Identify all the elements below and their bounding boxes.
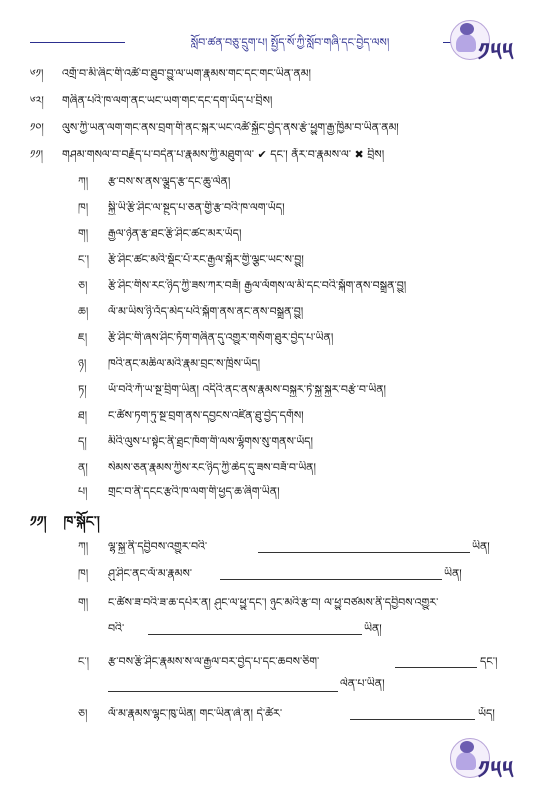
answer-blank[interactable] <box>148 634 362 635</box>
page-number-badge-bottom <box>450 738 535 784</box>
fill-text: ལོ་མ་རྣམས་ལྷང་ཁུ་ཡིན། གང་ཡིན་ཞེ་ན། དེ་ཚོར་ <box>108 707 283 720</box>
section-heading <box>30 505 100 545</box>
statement-text: རྩ་བས་ས་ནས་ལྕུད་རྩ་དང་ཆུ་ལེན། <box>108 175 231 188</box>
statement-text: སྐྱི་ཡི་རྩི་ཤིང་ལ་སྔུད་པ་ཅན་གྱི་རྩ་བའི་ཁ་ལག་ཡོད། <box>108 201 285 214</box>
page-header <box>0 0 535 66</box>
statement-text: རྩི་ཤིང་གི་ཞས་ཤིང་ཏོག་གཞིན་དུ་འགྱུར་གསོག་ཐུར་བྱེད་པ་ཡིན། <box>108 331 334 344</box>
figure-icon-head <box>460 741 474 753</box>
statement-label: ང་། <box>78 253 90 266</box>
fill-text: ཤུ་ཤིང་ནང་ལོ་མ་རྣམས་ <box>108 567 193 580</box>
fill-text: ལྷ་སྐྱ་ནི་དབྱིབས་འགྱུར་བའི་ <box>108 540 208 553</box>
question-text: ལུས་ཀྱི་ཡན་ལག་གང་ནས་བྲག་གི་ནང་སྐར་ཡང་འཚོ་སྐྱོང་བྱེད་ནས་རྩེ་ཕྱུག་རྒྱ་ཁྱིམ་བ་ཡིན་ནམ། <box>62 121 399 134</box>
statement-label: ཉ། <box>78 357 87 370</box>
statement-label: ཁ། <box>78 201 89 214</box>
statement-text: རྩི་ཤིང་གིས་རང་ཉིད་ཀྱི་ཟས་ཀར་བཟོ། རྒྱལ་ལོགས་ལ་མི་དང་བའི་སྐོག་ནས་བསྒྲུན་བྱུ། <box>108 279 407 292</box>
statement-text: རྒྱལ་ཉེན་རྩ་ཐང་རྩི་ཤིང་ཚང་མར་ཡོད། <box>108 227 242 240</box>
fill-tail: ཡིན། <box>472 540 490 553</box>
statement-text: གྲང་བ་ནི་དངང་རྩའི་ཁ་ལག་གི་ཕྱད་ཆ་ཞིག་ཡིན། <box>108 485 280 498</box>
statement-label: ཏ། <box>78 383 87 396</box>
fill-item <box>0 655 535 695</box>
statement-label: ཀ། <box>78 175 89 188</box>
fill-tail: ཡིན། <box>364 622 382 635</box>
fill-text: རྩ་བས་རྩི་ཤིང་རྣམས་ས་ལ་རྒྱལ་བར་བྱེད་པ་དང་ཆབས་ཅིག་ <box>108 655 320 668</box>
fill-label: ཁ། <box>78 567 89 580</box>
figure-icon-head <box>460 23 474 35</box>
figure-icon-body <box>456 34 476 52</box>
question-number: ༦༢། <box>30 94 44 107</box>
statement-label: ད། <box>78 435 87 448</box>
page-number: ༡༥༥ <box>478 756 515 784</box>
question-text: གཤམ་གསལ་བ་བརྗོད་པ་བདེན་པ་རྣམས་ཀྱི་མཐུག་ལ་ ✔ དང་། ནོར་བ་རྣམས་ལ་ ✖ བྲིས། <box>62 148 385 161</box>
question-number: ༡༡། <box>30 148 44 161</box>
fill-tail-line2: ལེན་པ་ཡིན། <box>340 677 385 690</box>
answer-blank[interactable] <box>395 667 477 668</box>
section-title: ཁ་སྐོང་། <box>63 514 100 530</box>
section-number: ༡༡། <box>30 514 47 530</box>
answer-blank[interactable] <box>350 719 475 720</box>
question-text: གཞིན་པའི་ཁ་ལག་ནང་ཡང་ཡག་གང་དང་དག་ཡོད་པ་བྲིས། <box>62 94 273 107</box>
question-text: འགྲོ་བ་མི་ཞིང་གི་འཚོ་བ་ཐུབ་བྱུ་ལ་ཡག་རྣམས་གང་དང་གང་ཡིན་ནམ། <box>62 67 311 80</box>
fill-text-line2: བའི་ <box>108 622 125 635</box>
question-number: ༡༠། <box>30 121 44 134</box>
answer-blank[interactable] <box>258 552 470 553</box>
statement-label: ཇ། <box>78 331 88 344</box>
statement-text: སེམས་ཅན་རྣམས་ཀྱིས་རང་ཉིད་ཀྱི་ཆེད་དུ་ཟས་བཟོ་བ་ཡིན། <box>108 461 316 474</box>
statement-text: ཡོ་བའི་ཀོ་ཡ་སྔ་བྲིག་ཡིན། འདིའི་ནང་ནས་རྣམས་བསྐྱར་ཏེ་སྐྱ་སྐྱར་བརྩེ་བ་ཡིན། <box>108 383 386 396</box>
fill-tail: ཡིན། <box>444 567 462 580</box>
answer-blank[interactable] <box>108 691 338 692</box>
statement-text: ཁའི་ནང་མཆིལ་མའི་རྣམ་བྲང་ས་ཁྲིས་ཡོད། <box>108 357 261 370</box>
statement-label: ཅ། <box>78 279 88 292</box>
statement-label: པ། <box>78 485 88 498</box>
header-title: སློབ་ཚན་བཅུ་དྲུག་པ། སྤྱོད་སོ་ཀྱི་སློབ་གཞི་དང་བྱེད་ལས། <box>190 36 390 49</box>
answer-blank[interactable] <box>220 579 442 580</box>
fill-label: ག། <box>78 596 89 609</box>
fill-item <box>0 596 535 636</box>
fill-label: ཀ། <box>78 540 89 553</box>
page-number: ༡༥༥ <box>478 38 515 66</box>
fill-tail: དང་། <box>480 655 498 668</box>
statement-label: ཆ། <box>78 305 89 318</box>
statement-label: ཐ། <box>78 409 88 422</box>
header-rule-left <box>30 42 125 43</box>
page-number-badge-top <box>450 20 535 66</box>
statement-label: ན། <box>78 461 88 474</box>
fill-label: ང་། <box>78 655 90 668</box>
statement-label: ག། <box>78 227 89 240</box>
figure-icon-body <box>456 752 476 770</box>
question-number: ༦༡། <box>30 67 44 80</box>
fill-label: ཅ། <box>78 707 88 720</box>
fill-tail: ཡོད། <box>478 707 495 720</box>
fill-text: ང་ཚོས་ཟ་བའི་ཟ་ཆ་དཔེར་ན། ཤུང་ལ་ཕྱུ་དང་། ཉུང་མའི་རྩ་བ། ལ་ཕྱུ་བཙམས་ནི་དབྱིབས་འགྱུར་ <box>108 596 439 609</box>
statement-text: ང་ཚོས་ཏག་ཏུ་སྔ་བྲག་ནས་དབྱངས་འཛིན་ཐུ་བྱེད་དགོས། <box>108 409 304 422</box>
statement-text: མིའི་ལུས་པ་སྟེང་ནི་ཐྲང་ཁོག་གི་ལས་ལྷོགས་སུ་གནས་ཡོད། <box>108 435 313 448</box>
statement-text: ལོ་མ་ཡིས་ཉི་འོད་མེད་པའི་སྐོག་ནས་ནང་ནས་བསྒྲུན་བྱུ། <box>108 305 304 318</box>
statement-text: རྩི་ཤིང་ཚང་མའི་སྡོང་པོ་རང་རྒྱལ་སྐོར་གྱི་ལྕང་ཡང་ས་བྱུ། <box>108 253 304 266</box>
